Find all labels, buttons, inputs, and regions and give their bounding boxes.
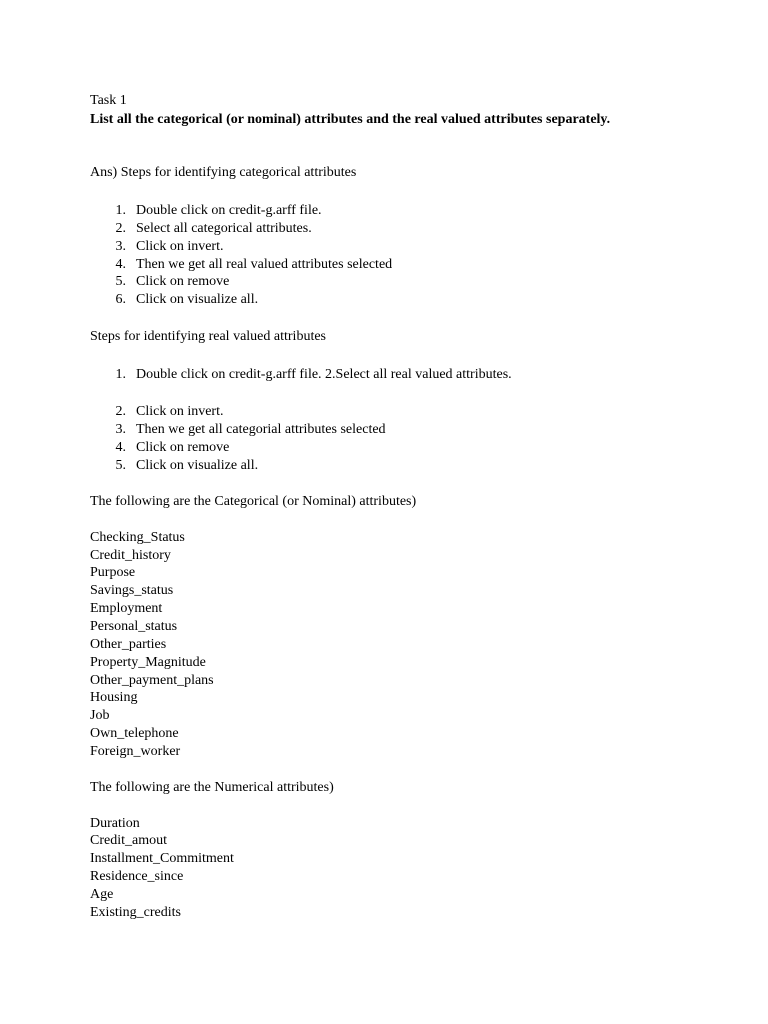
list-number: 3 .	[112, 421, 126, 439]
list-item: Installment_Commitment	[90, 851, 234, 866]
task-title: Task 1	[90, 93, 127, 108]
list-item-text: Then we get all real valued attributes selected	[136, 257, 393, 272]
list-item-text: Click on visualize all.	[136, 292, 259, 307]
list-item: Foreign_worker	[90, 744, 181, 759]
list-item: Credit_amout	[90, 833, 167, 848]
real-steps-heading: Steps for identifying real valued attributes	[90, 329, 326, 344]
list-number: 1 .	[112, 366, 126, 384]
list-item: Employment	[90, 601, 163, 616]
list-item-text: Click on invert.	[136, 239, 224, 254]
list-item: Job	[90, 708, 110, 723]
categorical-heading: The following are the Categorical (or Nominal) attributes)	[90, 494, 417, 509]
list-item: Other_parties	[90, 637, 167, 652]
list-number: 2 .	[112, 403, 126, 421]
numerical-heading: The following are the Numerical attributes)	[90, 780, 334, 795]
list-item: Duration	[90, 816, 140, 831]
list-item: Checking_Status	[90, 530, 185, 545]
list-item: Purpose	[90, 565, 136, 580]
list-item: Age	[90, 887, 114, 902]
list-item-text: Select all categorical attributes.	[136, 221, 312, 236]
list-item: Credit_history	[90, 548, 171, 563]
list-item: Property_Magnitude	[90, 655, 206, 670]
list-number: 3 .	[112, 238, 126, 256]
list-item-text: Click on invert.	[136, 404, 224, 419]
list-number: 4 .	[112, 256, 126, 274]
list-item: Savings_status	[90, 583, 174, 598]
list-number: 2 .	[112, 220, 126, 238]
list-item: Residence_since	[90, 869, 184, 884]
list-item-text: Double click on credit-g.arff file.	[136, 203, 322, 218]
list-number: 5 .	[112, 457, 126, 475]
list-item: Housing	[90, 690, 138, 705]
list-item-text: Click on remove	[136, 274, 230, 289]
answer-intro: Ans) Steps for identifying categorical attributes	[90, 165, 357, 180]
list-item: Personal_status	[90, 619, 178, 634]
list-number: 6 .	[112, 291, 126, 309]
list-item: Existing_credits	[90, 905, 181, 920]
list-number: 4 .	[112, 439, 126, 457]
list-item: Own_telephone	[90, 726, 179, 741]
question-text: List all the categorical (or nominal) attributes and the real valued attributes separately.	[90, 112, 611, 127]
list-item: Other_payment_plans	[90, 673, 214, 688]
list-item-text: Double click on credit-g.arff file. 2.Select all real valued attributes.	[136, 367, 512, 382]
list-number: 5 .	[112, 273, 126, 291]
list-number: 1 .	[112, 202, 126, 220]
list-item-text: Then we get all categorial attributes selected	[136, 422, 386, 437]
list-item-text: Click on visualize all.	[136, 458, 259, 473]
list-item-text: Click on remove	[136, 440, 230, 455]
